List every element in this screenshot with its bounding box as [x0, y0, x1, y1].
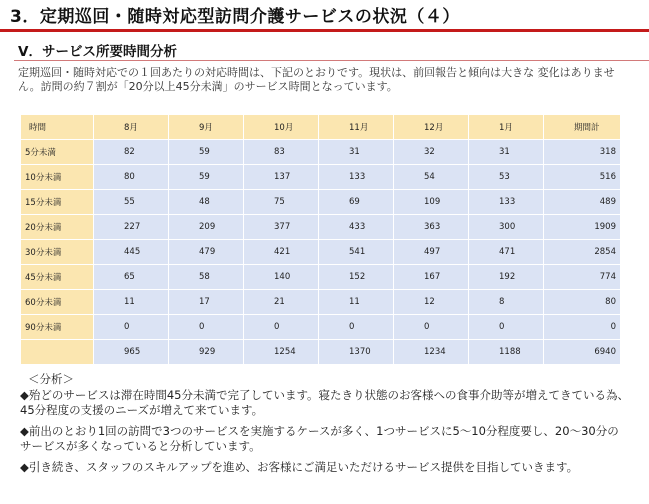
table-cell: 53	[469, 165, 544, 190]
table-cell: 69	[319, 190, 394, 215]
table-cell: 83	[244, 140, 319, 165]
row-label: 5分未満	[21, 140, 94, 165]
table-header-row	[21, 115, 621, 140]
table-cell-total: 0	[544, 315, 621, 340]
row-label	[21, 340, 94, 365]
table-cell: 31	[469, 140, 544, 165]
table-cell: 137	[244, 165, 319, 190]
table-cell: 0	[169, 315, 244, 340]
row-label: 30分未満	[21, 240, 94, 265]
table-cell: 32	[394, 140, 469, 165]
table-cell: 54	[394, 165, 469, 190]
page-title: 3．定期巡回・随時対応型訪問介護サービスの状況（４）	[10, 7, 460, 27]
table-cell: 541	[319, 240, 394, 265]
table-cell-total: 318	[544, 140, 621, 165]
analysis-heading: ＜分析＞	[28, 372, 74, 386]
row-label: 60分未満	[21, 290, 94, 315]
table-cell: 1370	[319, 340, 394, 365]
table-cell: 0	[469, 315, 544, 340]
table-cell: 0	[319, 315, 394, 340]
table-cell: 31	[319, 140, 394, 165]
table-cell: 8	[469, 290, 544, 315]
table-cell-total: 516	[544, 165, 621, 190]
table-cell: 1254	[244, 340, 319, 365]
table-cell: 421	[244, 240, 319, 265]
service-time-table	[20, 114, 621, 365]
table-cell: 192	[469, 265, 544, 290]
analysis-bullet: ◆殆どのサービスは滞在時間45分未満で完了しています。寝たきり状態のお客様への食事介助等が増えてきている為、45分程度の支援のニーズが増えて来ています。	[20, 388, 630, 417]
header-cell-aug: 8月	[94, 115, 169, 140]
table-row	[21, 315, 621, 340]
table-cell: 433	[319, 215, 394, 240]
table-cell: 11	[319, 290, 394, 315]
table-cell: 167	[394, 265, 469, 290]
section-divider	[14, 60, 649, 61]
table-cell: 363	[394, 215, 469, 240]
header-cell-jan: 1月	[469, 115, 544, 140]
header-cell-period-total: 期間計	[544, 115, 621, 140]
table-cell: 109	[394, 190, 469, 215]
table-row	[21, 190, 621, 215]
table-cell: 133	[319, 165, 394, 190]
table-total-row	[21, 340, 621, 365]
table-cell: 0	[394, 315, 469, 340]
table-cell: 133	[469, 190, 544, 215]
table-cell-total: 774	[544, 265, 621, 290]
row-label: 20分未満	[21, 215, 94, 240]
header-cell-oct: 10月	[244, 115, 319, 140]
analysis-bullet: ◆引き続き、スタッフのスキルアップを進め、お客様にご満足いただけるサービス提供を目指していきます。	[20, 460, 579, 474]
table-cell: 152	[319, 265, 394, 290]
header-cell-time: 時間	[21, 115, 94, 140]
table-cell: 929	[169, 340, 244, 365]
table-cell: 209	[169, 215, 244, 240]
table-cell-total: 1909	[544, 215, 621, 240]
table-row	[21, 165, 621, 190]
table-cell: 479	[169, 240, 244, 265]
table-cell: 300	[469, 215, 544, 240]
table-cell-total: 2854	[544, 240, 621, 265]
row-label: 90分未満	[21, 315, 94, 340]
header-cell-nov: 11月	[319, 115, 394, 140]
header-cell-sep: 9月	[169, 115, 244, 140]
analysis-bullet: ◆前出のとおり1回の訪問で3つのサービスを実施するケースが多く、1つサービスに5～10分程度要し、20～30分のサービスが多くなっていると分析しています。	[20, 424, 619, 453]
table-cell: 497	[394, 240, 469, 265]
table-cell: 58	[169, 265, 244, 290]
section-title: Ⅴ．サービス所要時間分析	[18, 44, 177, 60]
table-cell: 82	[94, 140, 169, 165]
table-cell: 59	[169, 140, 244, 165]
table-row	[21, 240, 621, 265]
table-cell: 75	[244, 190, 319, 215]
table-cell: 471	[469, 240, 544, 265]
table-row	[21, 140, 621, 165]
table-cell: 140	[244, 265, 319, 290]
table-cell: 965	[94, 340, 169, 365]
table-cell: 80	[94, 165, 169, 190]
row-label: 15分未満	[21, 190, 94, 215]
row-label: 45分未満	[21, 265, 94, 290]
table-cell: 445	[94, 240, 169, 265]
table-row	[21, 265, 621, 290]
table-cell-total: 489	[544, 190, 621, 215]
table-cell: 65	[94, 265, 169, 290]
table-cell: 1234	[394, 340, 469, 365]
table-cell: 227	[94, 215, 169, 240]
analysis-section	[20, 372, 630, 481]
table-cell: 12	[394, 290, 469, 315]
table-cell: 48	[169, 190, 244, 215]
table-cell: 1188	[469, 340, 544, 365]
table-cell: 0	[244, 315, 319, 340]
intro-text: 定期巡回・随時対応での１回あたりの対応時間は、下記のとおりです。現状は、前回報告と傾向は大きな 変化はありません。訪問の約７割が「20分以上45分未満」のサービス時間となっています。	[18, 66, 615, 93]
table-cell: 21	[244, 290, 319, 315]
table-cell-total: 6940	[544, 340, 621, 365]
table-row	[21, 215, 621, 240]
table-row	[21, 290, 621, 315]
header-cell-dec: 12月	[394, 115, 469, 140]
table-cell: 55	[94, 190, 169, 215]
title-divider	[0, 29, 649, 32]
row-label: 10分未満	[21, 165, 94, 190]
table-cell: 11	[94, 290, 169, 315]
table-cell-total: 80	[544, 290, 621, 315]
table-cell: 377	[244, 215, 319, 240]
table-cell: 59	[169, 165, 244, 190]
table-cell: 0	[94, 315, 169, 340]
table-cell: 17	[169, 290, 244, 315]
